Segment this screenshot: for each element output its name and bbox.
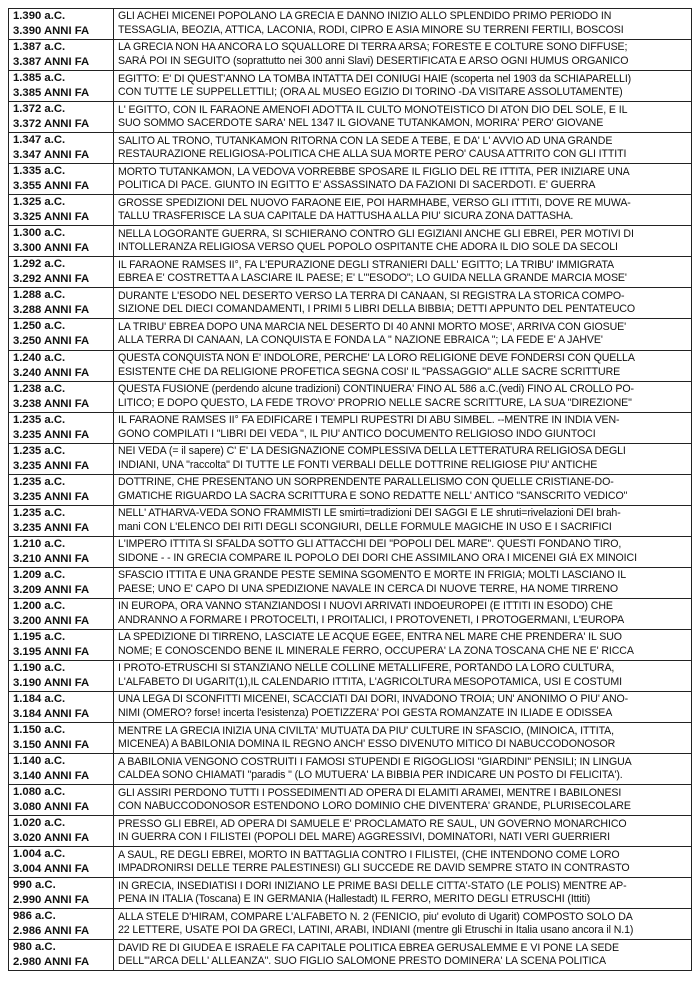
event-text-line: LA TRIBU' EBREA DOPO UNA MARCIA NEL DESERTO DI 40 ANNI MORTO MOSE', ARRIVA CON GIOSUE' (118, 320, 627, 333)
timeline-row (9, 350, 692, 381)
event-text-line: QUESTA CONQUISTA NON E' INDOLORE, PERCHE' LA LORO RELIGIONE DEVE FONDERSI CON QUELLA (118, 351, 635, 364)
date-cell (9, 474, 114, 505)
date-bc: 1.325 a.C. (13, 196, 66, 209)
date-cell (9, 505, 114, 536)
event-text-line: POLITICA DI PACE. GIUNTO IN EGITTO E' ASSASSINATO DA FAZIONI DI SACERDOTI. E' GUERRA (118, 179, 596, 192)
event-text-line: INDIANI, UNA "raccolta" DI TUTTE LE FONTI VERBALI DELLE DOTTRINE RELIGIOSE PIU' ANTICHE (118, 458, 598, 471)
event-text-line: CALDEA SONO CHIAMATI "paradis " (LO MUTUERA' LA BIBBIA PER INDICARE UN POSTO DI FELICITA'). (118, 769, 623, 782)
event-text-line: MENTRE LA GRECIA INIZIA UNA CIVILTA' MUTUATA DA PIU' CULTURE IN SFASCIO, (MINOICA, ITTITA, (118, 724, 614, 737)
years-ago: 3.288 ANNI FA (13, 304, 90, 317)
timeline-row (9, 226, 692, 257)
date-bc: 980 a.C. (13, 941, 56, 954)
event-text-line: SALITO AL TRONO, TUTANKAMON RITORNA CON LA SEDE A TEBE, E DA' L' AVVIO AD UNA GRANDE (118, 134, 613, 147)
timeline-row (9, 164, 692, 195)
event-text-line: GMATICHE RIGUARDO LA SACRA SCRITTURA E SONO REDATTE NELL' ANTICO "SANSCRITO VEDICO" (118, 489, 628, 502)
date-cell (9, 816, 114, 847)
date-bc: 1.080 a.C. (13, 786, 66, 799)
event-text-line: SIDONE - - IN GRECIA COMPARE IL POPOLO DEI DORI CHE ASSIMILANO ORA I MICENEI GIÀ EX MINOICI (118, 551, 637, 564)
timeline-table (8, 8, 692, 971)
timeline-row (9, 816, 692, 847)
years-ago: 3.150 ANNI FA (13, 739, 90, 752)
date-bc: 1.184 a.C. (13, 693, 66, 706)
timeline-row (9, 909, 692, 940)
date-bc: 1.335 a.C. (13, 165, 66, 178)
event-cell (114, 9, 692, 40)
event-text-line: ANDRANNO A FORMARE I PROTOCELTI, I PROITALICI, I PROTOVENETI, I PROTOGERMANI, L'EUROPA (118, 613, 625, 626)
years-ago: 3.195 ANNI FA (13, 645, 90, 658)
date-cell (9, 257, 114, 288)
date-cell (9, 567, 114, 598)
timeline-row (9, 785, 692, 816)
date-bc: 1.300 a.C. (13, 227, 66, 240)
event-text-line: MICENEA) A BABILONIA DOMINA IL REGNO ANCH' ESSO DIVENUTO MITICO DI NABUCCODONOSOR (118, 738, 616, 751)
date-cell (9, 878, 114, 909)
years-ago: 2.986 ANNI FA (13, 925, 90, 938)
event-text-line: A BABILONIA VENGONO COSTRUITI I FAMOSI STUPENDI E RIGOGLIOSI "GIARDINI" PENSILI; IN LINGUA (118, 755, 632, 768)
timeline-row (9, 412, 692, 443)
event-text-line: 22 LETTERE, USATE POI DA GRECI, LATINI, ARABI, INDIANI (mentre gli Etruschi in Italia usano ancora il N.1) (118, 924, 634, 937)
event-text-line: SFASCIO ITTITA E UNA GRANDE PESTE SEMINA SGOMENTO E MORTE IN FRIGIA; MOLTI LASCIANO IL (118, 569, 627, 582)
date-bc: 1.200 a.C. (13, 599, 66, 612)
event-text-line: I PROTO-ETRUSCHI SI STANZIANO NELLE COLLINE METALLIFERE, PORTANDO LA LORO CULTURA, (118, 662, 615, 675)
date-bc: 1.004 a.C. (13, 848, 66, 861)
date-cell (9, 381, 114, 412)
date-bc: 1.235 a.C. (13, 475, 66, 488)
years-ago: 3.325 ANNI FA (13, 211, 90, 224)
event-cell (114, 133, 692, 164)
years-ago: 3.004 ANNI FA (13, 863, 90, 876)
date-cell (9, 412, 114, 443)
event-cell (114, 660, 692, 691)
date-cell (9, 692, 114, 723)
timeline-row (9, 9, 692, 40)
event-text-line: NOME; E CONOSCENDO BENE IL MINERALE FERRO, OCCUPERA' LA ZONA TOSCANA CHE NE E' RICCA (118, 644, 634, 657)
date-cell (9, 40, 114, 71)
event-text-line: IL FARAONE RAMSES II°, FA L'EPURAZIONE DEGLI STRANIERI DALL' EGITTO; LA TRIBU' IMMIGRATA (118, 258, 614, 271)
event-text-line: RESTAURAZIONE RELIGIOSA-POLITICA CHE ALLA SUA MORTE PERO' CAUSA ATTRITO CON GLI ITTITI (118, 148, 627, 161)
date-bc: 1.235 a.C. (13, 413, 66, 426)
event-text-line: NIMI (OMERO? forse! incerta l'esistenza) POETIZZERA' POI GESTA ROMANZATE IN ILIADE E ODISSEA (118, 707, 613, 720)
date-bc: 1.238 a.C. (13, 382, 66, 395)
years-ago: 3.292 ANNI FA (13, 273, 90, 286)
event-text-line: CON NABUCCODONOSOR ESTENDONO LORO DOMINIO CHE DIVENTERA' GRANDE, PLURISECOLARE (118, 800, 631, 813)
date-cell (9, 443, 114, 474)
date-bc: 1.235 a.C. (13, 506, 66, 519)
date-bc: 990 a.C. (13, 879, 56, 892)
event-text-line: NELL' ATHARVA-VEDA SONO FRAMMISTI LE smirti=tradizioni DEI SAGGI E LE shruti=rivelazioni DEI brah- (118, 507, 621, 520)
event-cell (114, 164, 692, 195)
date-cell (9, 71, 114, 102)
event-text-line: UNA LEGA DI SCONFITTI MICENEI, SCACCIATI DAI DORI, INVADONO TROIA; UN' ANONIMO O PIU' ANO- (118, 693, 629, 706)
years-ago: 2.980 ANNI FA (13, 956, 90, 969)
timeline-row (9, 195, 692, 226)
event-cell (114, 754, 692, 785)
timeline-row (9, 505, 692, 536)
event-cell (114, 536, 692, 567)
event-cell (114, 847, 692, 878)
event-cell (114, 257, 692, 288)
date-cell (9, 133, 114, 164)
date-bc: 1.372 a.C. (13, 103, 66, 116)
years-ago: 3.390 ANNI FA (13, 25, 90, 38)
timeline-row (9, 940, 692, 971)
event-cell (114, 412, 692, 443)
event-text-line: GONO COMPILATI I "LIBRI DEI VEDA ", IL PIU' ANTICO DOCUMENTO RELIGIOSO INDO GIUNTOCI (118, 427, 596, 440)
event-text-line: MORTO TUTANKAMON, LA VEDOVA VORREBBE SPOSARE IL FIGLIO DEL RE ITTITA, PER INIZIARE UNA (118, 165, 630, 178)
date-bc: 1.020 a.C. (13, 817, 66, 830)
years-ago: 3.080 ANNI FA (13, 801, 90, 814)
date-bc: 1.288 a.C. (13, 289, 66, 302)
date-cell (9, 536, 114, 567)
years-ago: 3.387 ANNI FA (13, 56, 90, 69)
event-text-line: ALLA TERRA DI CANAAN, LA CONQUISTA E FONDA LA " NAZIONE EBRAICA "; LA FEDE E' A JAHVE' (118, 334, 603, 347)
event-text-line: INTOLLERANZA RELIGIOSA VERSO QUEL POPOLO OSPITANTE CHE ADORA IL DIO SOLE DA SECOLI (118, 241, 618, 254)
years-ago: 3.238 ANNI FA (13, 397, 90, 410)
event-text-line: NELLA LOGORANTE GUERRA, SI SCHIERANO CONTRO GLI EGIZIANI ANCHE GLI EBREI, PER MOTIVI DI (118, 227, 634, 240)
event-cell (114, 226, 692, 257)
event-text-line: PENA IN ITALIA (Toscana) E IN GERMANIA (Hallestadt) IL FERRO, MERITO DEGLI ETRUSCHI (Ittiti) (118, 893, 591, 906)
event-cell (114, 71, 692, 102)
years-ago: 3.235 ANNI FA (13, 428, 90, 441)
timeline-row (9, 567, 692, 598)
date-bc: 1.140 a.C. (13, 755, 66, 768)
event-text-line: ALLA STELE D'HIRAM, COMPARE L'ALFABETO N. 2 (FENICIO, piu' evoluto di Ugarit) COMPOSTO SOLO DA (118, 910, 633, 923)
date-cell (9, 754, 114, 785)
timeline-row (9, 847, 692, 878)
timeline-row (9, 443, 692, 474)
date-cell (9, 350, 114, 381)
date-cell (9, 847, 114, 878)
date-cell (9, 226, 114, 257)
years-ago: 2.990 ANNI FA (13, 894, 90, 907)
event-text-line: L'ALFABETO DI UGARIT(1),IL CALENDARIO ITTITA, L'AGRICOLTURA MESOPOTAMICA, USI E COSTUMI (118, 676, 622, 688)
date-bc: 1.210 a.C. (13, 537, 66, 550)
event-cell (114, 629, 692, 660)
event-text-line: A SAUL, RE DEGLI EBREI, MORTO IN BATTAGLIA CONTRO I FILISTEI, (CHE INTENDONO COME LORO (118, 848, 620, 861)
event-text-line: TALLU TRASFERISCE LA SUA CAPITALE DA HATTUSHA ALLA PIU' SICURA ZONA DATTASHA. (118, 210, 574, 223)
event-cell (114, 443, 692, 474)
event-cell (114, 474, 692, 505)
event-text-line: LA GRECIA NON HA ANCORA LO SQUALLORE DI TERRA ARSA; FORESTE E COLTURE SONO DIFFUSE; (118, 41, 628, 54)
event-text-line: PRESSO GLI EBREI, AD OPERA DI SAMUELE E' PROCLAMATO RE SAUL, UN GOVERNO MONARCHICO (118, 817, 627, 830)
event-text-line: CON TUTTE LE SUPPELLETTILI; (ORA AL MUSEO EGIZIO DI TORINO -DA VISITARE ASSOLUTAMENTE) (118, 86, 623, 99)
years-ago: 3.235 ANNI FA (13, 521, 90, 534)
timeline-row (9, 536, 692, 567)
event-cell (114, 692, 692, 723)
date-bc: 1.190 a.C. (13, 662, 66, 674)
event-cell (114, 40, 692, 71)
event-text-line: mani CON L'ELENCO DEI RITI DEGLI SCONGIURI, DELLE FORMULE MAGICHE IN USO E I SACRIFICI (118, 520, 612, 533)
date-cell (9, 940, 114, 971)
event-text-line: DURANTE L'ESODO NEL DESERTO VERSO LA TERRA DI CANAAN, SI REGISTRA LA STORICA COMPO- (118, 289, 625, 302)
event-cell (114, 195, 692, 226)
event-cell (114, 567, 692, 598)
event-cell (114, 909, 692, 940)
event-text-line: DOTTRINE, CHE PRESENTANO UN SORPRENDENTE PARALLELISMO CON QUELLE CRISTIANE-DO- (118, 476, 614, 489)
event-text-line: DAVID RE DI GIUDEA E ISRAELE FA CAPITALE POLITICA EBREA GERUSALEMME E VI PONE LA SEDE (118, 941, 619, 954)
timeline-body (9, 9, 692, 971)
date-cell (9, 319, 114, 350)
years-ago: 3.250 ANNI FA (13, 335, 90, 348)
event-text-line: L' EGITTO, CON IL FARAONE AMENOFI ADOTTA IL CULTO MONOTEISTICO DI ATON DIO DEL SOLE, E IL (118, 103, 628, 116)
event-text-line: L'IMPERO ITTITA SI SFALDA SOTTO GLI ATTACCHI DEI "POPOLI DEL MARE". QUESTI FONDANO TIRO, (118, 538, 622, 551)
event-text-line: SIZIONE DEL DIECI COMANDAMENTI, I PRIMI 5 LIBRI DELLA BIBBIA; DETTI APPUNTO DEL PENTATEUCO (118, 303, 636, 316)
event-text-line: SARÀ POI IN SEGUITO (soprattutto nei 300 anni Slavi) DESERTIFICATA E ARSO OGNI HUMUS ORGANICO (118, 55, 629, 68)
timeline-row (9, 319, 692, 350)
event-text-line: GLI ASSIRI PERDONO TUTTI I POSSEDIMENTI AD OPERA DI ELAMITI ARAMEI, MENTRE I BABILONESI (118, 786, 622, 799)
event-text-line: GROSSE SPEDIZIONI DEL NUOVO FARAONE EIE, POI HARMHABE, VERSO GLI ITTITI, DOVE RE MUWA- (118, 196, 631, 209)
years-ago: 3.240 ANNI FA (13, 366, 90, 379)
date-bc: 1.209 a.C. (13, 568, 66, 581)
event-text-line: DELL'"ARCA DELL' ALLEANZA". SUO FIGLIO SALOMONE PRESTO DOMINERA' LA SCENA POLITICA (118, 955, 606, 968)
event-text-line: QUESTA FUSIONE (perdendo alcune tradizioni) CONTINUERA' FINO AL 586 a.C.(vedi) FINO AL CROLLO PO- (118, 382, 634, 395)
timeline-row (9, 474, 692, 505)
timeline-row (9, 257, 692, 288)
event-cell (114, 598, 692, 629)
years-ago: 3.235 ANNI FA (13, 490, 90, 503)
date-cell (9, 629, 114, 660)
timeline-row (9, 754, 692, 785)
event-text-line: PAESE; UNO E' CAPO DI UNA SPEDIZIONE NAVALE IN CERCA DI NUOVE TERRE, HA NOME TIRRENO (118, 582, 619, 595)
years-ago: 3.140 ANNI FA (13, 770, 90, 783)
date-cell (9, 723, 114, 754)
timeline-row (9, 40, 692, 71)
date-bc: 1.390 a.C. (13, 10, 66, 23)
event-cell (114, 816, 692, 847)
event-text-line: IN GRECIA, INSEDIATISI I DORI INIZIANO LE PRIME BASI DELLE CITTA'-STATO (LE POLIS) MENTRE AP- (118, 879, 627, 892)
timeline-row (9, 598, 692, 629)
timeline-row (9, 878, 692, 909)
timeline-row (9, 629, 692, 660)
date-bc: 1.195 a.C. (13, 630, 66, 643)
timeline-row (9, 381, 692, 412)
date-cell (9, 660, 114, 691)
event-text-line: IL FARAONE RAMSES II° FA EDIFICARE I TEMPLI RUPESTRI DI ABU SIMBEL. --MENTRE IN INDIA VEN- (118, 414, 620, 427)
years-ago: 3.210 ANNI FA (13, 552, 90, 565)
event-cell (114, 878, 692, 909)
event-cell (114, 288, 692, 319)
date-cell (9, 9, 114, 40)
event-text-line: TESSAGLIA, BEOZIA, ATTICA, LACONIA, RODI, CIPRO E ASIA MINORE SU TERRENI FERTILI, BOSCOSI (118, 24, 624, 37)
years-ago: 3.184 ANNI FA (13, 708, 90, 721)
event-text-line: IN EUROPA, ORA VANNO STANZIANDOSI I NUOVI ARRIVATI INDOEUROPEI (E ITTITI IN ESODO) CHE (118, 600, 613, 613)
event-cell (114, 723, 692, 754)
event-text-line: SUO SOMMO SACERDOTE SARA' NEL 1347 IL GIOVANE TUTANKAMON, MORIRA' PERO' GIOVANE (118, 117, 604, 130)
event-text-line: EBREA E' COSTRETTA A LASCIARE IL PAESE; E' L'"ESODO"; LO GUIDA NELLA GRANDE MARCIA MOSE' (118, 272, 627, 285)
date-cell (9, 195, 114, 226)
years-ago: 3.355 ANNI FA (13, 180, 90, 193)
event-text-line: IMPADRONIRSI DELLE TERRE PALESTINESI) GLI SUCCEDE RE DAVID SEMPRE STATO IN CONTRASTO (118, 862, 630, 875)
event-cell (114, 102, 692, 133)
timeline-row (9, 133, 692, 164)
date-bc: 1.347 a.C. (13, 134, 66, 147)
event-text-line: LITICO; E DOPO QUESTO, LA FEDE TROVO' PROPRIO NELLE SACRE SCRITTURE, LA SUA "DIREZIONE" (118, 396, 632, 409)
date-bc: 1.235 a.C. (13, 444, 66, 457)
event-cell (114, 381, 692, 412)
years-ago: 3.235 ANNI FA (13, 459, 90, 472)
timeline-row (9, 692, 692, 723)
event-cell (114, 350, 692, 381)
timeline-row (9, 723, 692, 754)
date-bc: 1.150 a.C. (13, 724, 66, 737)
years-ago: 3.190 ANNI FA (13, 677, 90, 689)
timeline-row (9, 288, 692, 319)
event-text-line: EGITTO: E' DI QUEST'ANNO LA TOMBA INTATTA DEI CONIUGI HAIE (scoperta nel 1903 da SCHIAPARELLI) (118, 72, 632, 85)
event-cell (114, 319, 692, 350)
timeline-row (9, 102, 692, 133)
date-cell (9, 909, 114, 940)
years-ago: 3.372 ANNI FA (13, 118, 90, 131)
years-ago: 3.300 ANNI FA (13, 242, 90, 255)
date-cell (9, 102, 114, 133)
timeline-row (9, 660, 692, 691)
date-cell (9, 785, 114, 816)
timeline-row (9, 71, 692, 102)
years-ago: 3.385 ANNI FA (13, 87, 90, 100)
event-text-line: ESISTENTE CHE DA RELIGIONE PROFETICA SEGNA COSI' IL "PASSAGGIO" ALLE SACRE SCRITTURE (118, 365, 621, 378)
date-cell (9, 598, 114, 629)
years-ago: 3.209 ANNI FA (13, 583, 90, 596)
event-text-line: LA SPEDIZIONE DI TIRRENO, LASCIATE LE ACQUE EGEE, ENTRA NEL MARE CHE PRENDERA' IL SUO (118, 631, 622, 644)
years-ago: 3.020 ANNI FA (13, 832, 90, 845)
date-bc: 986 a.C. (13, 910, 56, 923)
event-text-line: IN GUERRA CON I FILISTEI (POPOLI DEL MARE) AGGRESSIVI, DOMINATORI, NATI VERI GUERRIERI (118, 831, 610, 844)
event-cell (114, 940, 692, 971)
event-text-line: GLI ACHEI MICENEI POPOLANO LA GRECIA E DANNO INIZIO ALLO SPLENDIDO PRIMO PERIODO IN (118, 10, 612, 23)
date-cell (9, 288, 114, 319)
date-bc: 1.387 a.C. (13, 41, 66, 54)
date-bc: 1.292 a.C. (13, 258, 66, 271)
date-bc: 1.240 a.C. (13, 351, 66, 364)
event-text-line: NEI VEDA (= il sapere) C' E' LA DESIGNAZIONE COMPLESSIVA DELLA LETTERATURA RELIGIOSA DEGLI (118, 445, 626, 458)
event-cell (114, 505, 692, 536)
event-cell (114, 785, 692, 816)
years-ago: 3.347 ANNI FA (13, 149, 90, 162)
date-bc: 1.250 a.C. (13, 320, 66, 333)
years-ago: 3.200 ANNI FA (13, 614, 90, 627)
date-cell (9, 164, 114, 195)
date-bc: 1.385 a.C. (13, 72, 66, 85)
